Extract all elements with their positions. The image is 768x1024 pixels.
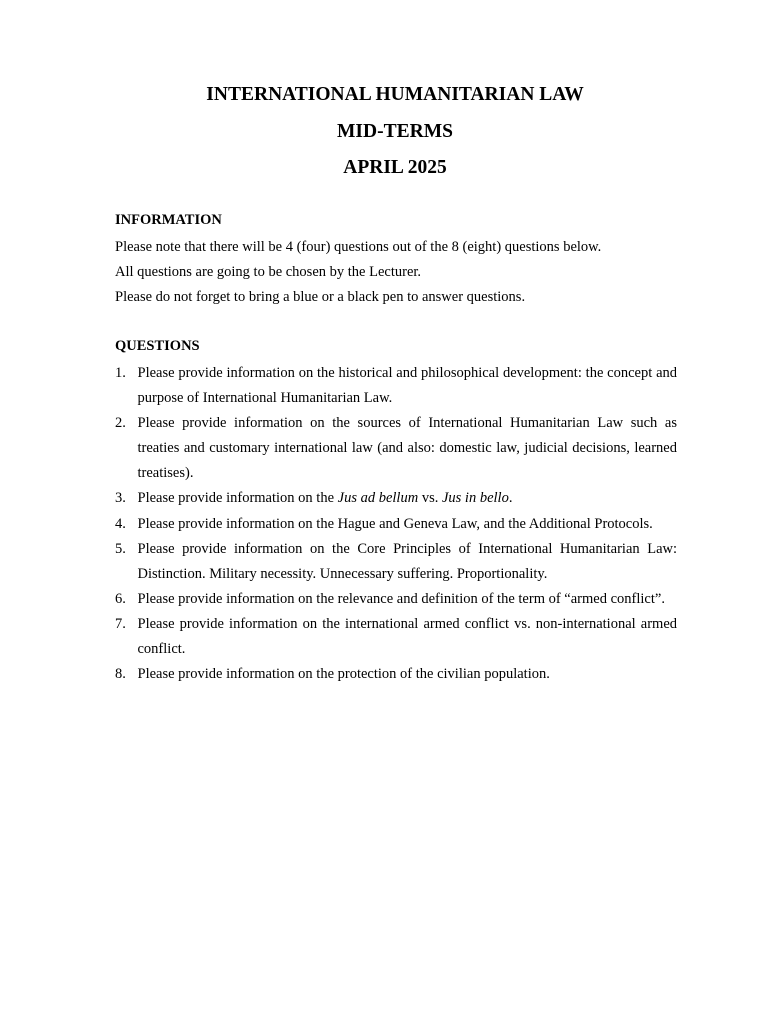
question-text: Please provide information on the sources of International Humanitarian Law such as treaties and customary international law (and also: domestic law, judicial decisions, learned treatises). (137, 415, 677, 482)
question-text-part: vs. (418, 490, 442, 507)
exam-date: APRIL 2025 (343, 157, 447, 178)
question-item (115, 361, 677, 411)
questions-section (115, 336, 677, 687)
question-number: 3. (115, 490, 126, 507)
question-item (115, 662, 677, 687)
question-number: 8. (115, 666, 126, 683)
question-item (115, 411, 677, 486)
question-item (115, 537, 677, 587)
information-line: Please do not forget to bring a blue or a black pen to answer questions. (115, 289, 526, 305)
information-line: All questions are going to be chosen by the Lecturer. (115, 264, 422, 280)
question-number: 1. (115, 365, 126, 381)
question-item (115, 612, 677, 662)
jus-in-bello-term: Jus in bello (441, 490, 509, 507)
questions-list (115, 361, 677, 687)
question-item (115, 587, 677, 612)
question-text: Please provide information on the protection of the civilian population. (137, 666, 550, 683)
question-item (115, 512, 677, 537)
title-block (0, 84, 768, 194)
information-section (115, 210, 677, 310)
question-text-part: . (508, 490, 513, 507)
question-number: 6. (115, 590, 126, 607)
question-number: 7. (115, 615, 126, 632)
question-text: Please provide information on the Core Principles of International Humanitarian Law: Distinction. Military necessity. Unnecessary suffering. Proportionality. (137, 540, 677, 582)
question-number: 4. (115, 515, 126, 532)
question-text: Please provide information on the Hague and Geneva Law, and the Additional Protocols. (137, 515, 653, 532)
exam-title: MID-TERMS (337, 120, 453, 142)
question-item (115, 486, 677, 511)
information-heading: INFORMATION (115, 212, 222, 228)
question-text: Please provide information on the international armed conflict vs. non-international armed conflict. (137, 615, 677, 658)
question-number: 5. (115, 540, 126, 557)
jus-ad-bellum-term: Jus ad bellum (337, 490, 419, 507)
course-title: INTERNATIONAL HUMANITARIAN LAW (206, 84, 584, 105)
question-text: Please provide information on the historical and philosophical development: the concept and purpose of International Humanitarian Law. (137, 365, 677, 407)
questions-heading: QUESTIONS (115, 338, 200, 354)
information-line: Please note that there will be 4 (four) questions out of the 8 (eight) questions below. (115, 239, 602, 255)
question-text (138, 486, 678, 511)
question-number: 2. (115, 415, 126, 432)
question-text-part: Please provide information on the (137, 490, 338, 507)
question-text: Please provide information on the relevance and definition of the term of “armed conflict”. (137, 590, 665, 607)
